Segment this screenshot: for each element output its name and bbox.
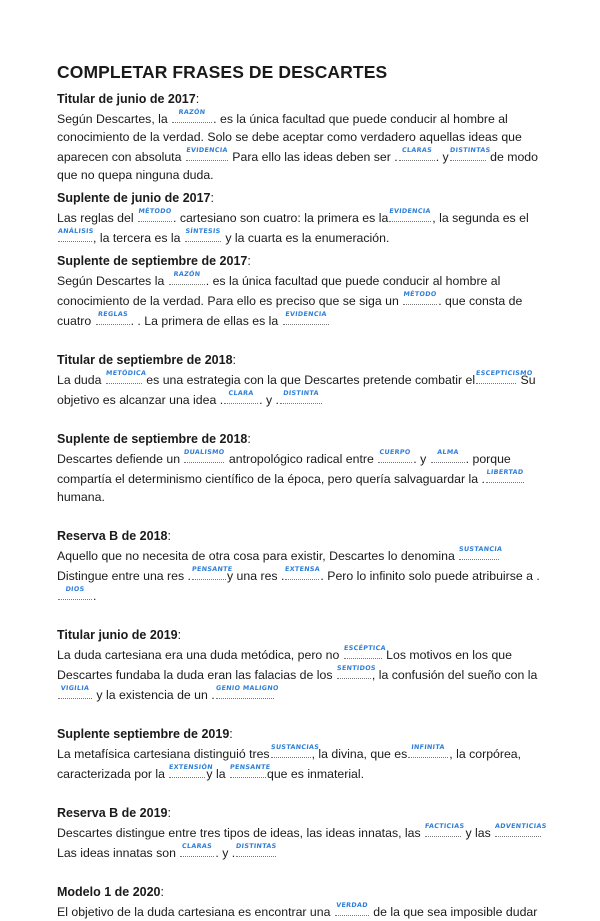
answer-blank[interactable] [424, 822, 465, 837]
sentence-fragment: Distingue entre una res . [57, 569, 191, 583]
sentence-fragment: . que consta de cuatro [57, 294, 523, 328]
sentence-fragment: y una res . [226, 569, 285, 583]
heading-colon: : [232, 353, 237, 367]
heading-colon: : [177, 628, 182, 642]
sentence-fragment: La metafísica cartesiana distinguió tres [57, 747, 270, 761]
section-heading-text: Suplente de septiembre de 2018 [57, 432, 248, 446]
section-heading [57, 627, 547, 644]
section-heading-text: Suplente septiembre de 2019 [57, 727, 230, 741]
answer-blank[interactable] [180, 842, 214, 857]
sentence-fragment: . [93, 589, 97, 603]
answer-blank[interactable] [105, 369, 147, 384]
section-text [57, 448, 547, 506]
sentence-fragment: , la confusión del sueño con la [371, 668, 538, 682]
answer-blank[interactable] [399, 146, 435, 161]
answer-blank[interactable] [236, 842, 276, 857]
section-text [57, 644, 547, 704]
handwritten-answer: RAZÓN [178, 108, 206, 116]
heading-colon: : [167, 529, 171, 543]
worksheet [57, 62, 547, 921]
exam-section [57, 805, 547, 862]
answer-blank[interactable] [283, 310, 329, 325]
section-text [57, 108, 547, 184]
sentence-fragment: y la [206, 767, 229, 781]
sentence-fragment: . y [413, 452, 430, 466]
section-heading-text: Modelo 1 de 2020 [57, 885, 161, 899]
answer-blank[interactable] [285, 565, 319, 580]
sentence-fragment: Según Descartes la [57, 274, 168, 288]
section-text [57, 743, 547, 783]
sentence-fragment: de la que sea imposible dudar [369, 905, 538, 919]
section-heading [57, 805, 547, 822]
answer-blank[interactable] [96, 310, 130, 325]
handwritten-answer: RAZÓN [172, 270, 201, 278]
answer-blank[interactable] [449, 146, 491, 161]
sentence-fragment: Aquello que no necesita de otra cosa para existir, Descartes lo denomina [57, 549, 459, 563]
heading-colon: : [229, 727, 233, 741]
section-heading-text: Suplente de junio de 2017 [57, 191, 211, 205]
section-heading-text: Titular junio de 2019 [57, 628, 178, 642]
handwritten-answer: DIOS [65, 585, 85, 593]
sentence-fragment: . . La primera de ellas es la [130, 314, 282, 328]
exam-section [57, 884, 547, 921]
sentence-fragment: . es la única facultad que puede conducir al hombre al conocimiento de la verdad. Para ello es preciso que se siga un [57, 274, 501, 308]
handwritten-answer: LIBERTAD [486, 468, 524, 476]
section-text [57, 901, 547, 921]
answer-blank[interactable] [169, 763, 214, 778]
exam-section [57, 431, 547, 506]
sentence-fragment: La duda cartesiana era una duda metódica, pero no [57, 648, 343, 662]
answer-blank[interactable] [185, 227, 221, 242]
heading-colon: : [160, 885, 164, 899]
answer-blank[interactable] [431, 448, 465, 463]
handwritten-answer: FACTICIAS [424, 822, 465, 830]
answer-blank[interactable] [486, 468, 524, 483]
sentence-fragment: que es inmaterial. [266, 767, 365, 781]
exam-section [57, 253, 547, 330]
answer-blank[interactable] [475, 369, 534, 384]
answer-blank[interactable] [403, 290, 437, 305]
sentence-fragment: . y . [259, 393, 279, 407]
page-title: COMPLETAR FRASES DE DESCARTES [57, 62, 388, 82]
sentence-fragment: El objetivo de la duda cartesiana es encontrar una [57, 905, 334, 919]
handwritten-answer: VERDAD [335, 901, 369, 909]
sentence-fragment: . y . [215, 846, 236, 860]
section-heading-text: Reserva B de 2019 [57, 806, 168, 820]
heading-colon: : [210, 191, 214, 205]
sentence-fragment: Descartes distingue entre tres tipos de ideas, las ideas innatas, las [57, 826, 425, 840]
answer-blank[interactable] [215, 684, 279, 699]
sentence-fragment: Para ello las ideas deben ser . [228, 150, 398, 164]
handwritten-answer: INFINITA [411, 743, 446, 751]
answer-blank[interactable] [58, 684, 92, 699]
section-text [57, 270, 547, 330]
handwritten-answer: EXTENSIÓN [169, 763, 214, 771]
exam-section [57, 627, 547, 704]
section-text [57, 545, 547, 605]
sentence-fragment: y la existencia de un . [93, 688, 215, 702]
answer-blank[interactable] [172, 108, 212, 123]
sentence-fragment: Los motivos en los que Descartes fundaba la duda eran las falacias de los [57, 648, 512, 682]
sentence-fragment: , la tercera es la [93, 231, 184, 245]
answer-blank[interactable] [408, 743, 448, 758]
handwritten-answer: EVIDENCIA [185, 146, 228, 154]
handwritten-answer: GENIO MALIGNO [215, 684, 279, 692]
section-heading [57, 431, 547, 448]
section-heading-text: Titular de septiembre de 2018 [57, 353, 233, 367]
handwritten-answer: SUSTANCIAS [270, 743, 320, 751]
answer-blank[interactable] [458, 545, 503, 560]
answer-blank[interactable] [191, 565, 233, 580]
sentence-fragment: . cartesiano son cuatro: la primera es la [172, 211, 389, 225]
answer-blank[interactable] [335, 901, 369, 916]
answer-blank[interactable] [169, 270, 205, 285]
exam-section [57, 91, 547, 184]
handwritten-answer: ESCEPTICISMO [475, 369, 534, 377]
heading-colon: : [195, 92, 200, 106]
handwritten-answer: DISTINTAS [235, 842, 278, 850]
handwritten-answer: CUERPO [379, 448, 412, 456]
section-heading-text: Titular de junio de 2017 [57, 92, 196, 106]
section-text [57, 369, 547, 409]
section-heading [57, 91, 547, 108]
handwritten-answer: ALMA [436, 448, 459, 456]
handwritten-answer: ADVENTICIAS [494, 822, 548, 830]
handwritten-answer: VIGILIA [60, 684, 90, 692]
answer-blank[interactable] [336, 664, 377, 679]
sentence-fragment: Las reglas del [57, 211, 137, 225]
heading-colon: : [167, 806, 171, 820]
sentence-fragment: humana. [57, 490, 105, 504]
section-heading-text: Suplente de septiembre de 2017 [57, 254, 248, 268]
answer-blank[interactable] [184, 448, 224, 463]
sentence-fragment: . Pero lo infinito solo puede atribuirse a . [320, 569, 540, 583]
handwritten-answer: EXTENSA [284, 565, 321, 573]
answer-blank[interactable] [138, 207, 172, 222]
sentence-fragment: , la corpórea, caracterizada por la [57, 747, 522, 781]
handwritten-answer: CLARAS [401, 146, 433, 154]
heading-colon: : [247, 432, 251, 446]
section-heading [57, 884, 547, 901]
sentence-fragment: , la divina, que es [311, 747, 408, 761]
handwritten-answer: MÉTODO [403, 290, 438, 298]
handwritten-answer: MÉTODO [138, 207, 172, 215]
handwritten-answer: ANÁLISIS [57, 227, 95, 235]
answer-blank[interactable] [389, 207, 431, 222]
handwritten-answer: PENSANTE [191, 565, 233, 573]
section-heading [57, 253, 547, 270]
sentence-fragment: Según Descartes, la [57, 112, 172, 126]
section-text [57, 207, 547, 247]
sentence-fragment: es una estrategia con la que Descartes pretende combatir el [142, 373, 476, 387]
handwritten-answer: DISTINTAS [449, 146, 491, 154]
exam-section [57, 726, 547, 783]
handwritten-answer: DUALISMO [184, 448, 226, 456]
sentence-fragment: Las ideas innatas son [57, 846, 180, 860]
handwritten-answer: SUSTANCIA [458, 545, 503, 553]
handwritten-answer: CLARA [228, 389, 255, 397]
answer-blank[interactable] [378, 448, 412, 463]
sections-container [57, 91, 547, 921]
handwritten-answer: EVIDENCIA [389, 207, 432, 215]
handwritten-answer: REGLAS [97, 310, 128, 318]
sentence-fragment: Descartes defiende un [57, 452, 184, 466]
handwritten-answer: ESCÉPTICA [343, 644, 386, 652]
sentence-fragment: . y [435, 150, 449, 164]
heading-colon: : [247, 254, 251, 268]
handwritten-answer: DISTINTA [282, 389, 320, 397]
answer-blank[interactable] [224, 389, 258, 404]
sentence-fragment: , la segunda es el [432, 211, 529, 225]
answer-blank[interactable] [280, 389, 322, 404]
handwritten-answer: METÓDICA [105, 369, 147, 377]
sentence-fragment: de modo que no quepa ninguna duda. [57, 150, 538, 182]
answer-blank[interactable] [494, 822, 548, 837]
handwritten-answer: SÍNTESIS [184, 227, 221, 235]
sentence-fragment: . porque compartía el determinismo científico de la época, pero quería salvaguardar la . [57, 452, 511, 486]
handwritten-answer: EVIDENCIA [284, 310, 327, 318]
sentence-fragment: y las [462, 826, 495, 840]
sentence-fragment: La duda [57, 373, 105, 387]
handwritten-answer: CLARAS [181, 842, 213, 850]
answer-blank[interactable] [343, 644, 386, 659]
answer-blank[interactable] [270, 743, 320, 758]
section-heading-text: Reserva B de 2018 [57, 529, 168, 543]
sentence-fragment: antropológico radical entre [225, 452, 378, 466]
answer-blank[interactable] [229, 763, 271, 778]
answer-blank[interactable] [57, 227, 95, 242]
sentence-fragment: y la cuarta es la enumeración. [221, 231, 390, 245]
answer-blank[interactable] [186, 146, 228, 161]
answer-blank[interactable] [58, 585, 92, 600]
exam-section [57, 190, 547, 247]
exam-section [57, 528, 547, 605]
sentence-fragment: Su objetivo es alcanzar una idea . [57, 373, 536, 407]
handwritten-answer: PENSANTE [229, 763, 271, 771]
handwritten-answer: SENTIDOS [336, 664, 377, 672]
section-text [57, 822, 547, 862]
exam-section [57, 352, 547, 409]
section-heading [57, 190, 547, 207]
sentence-fragment: . es la única facultad que puede conducir al hombre al conocimiento de la verdad. Solo se debe aceptar como verdadero aquellas ideas que aparecen con absoluta [57, 112, 522, 164]
